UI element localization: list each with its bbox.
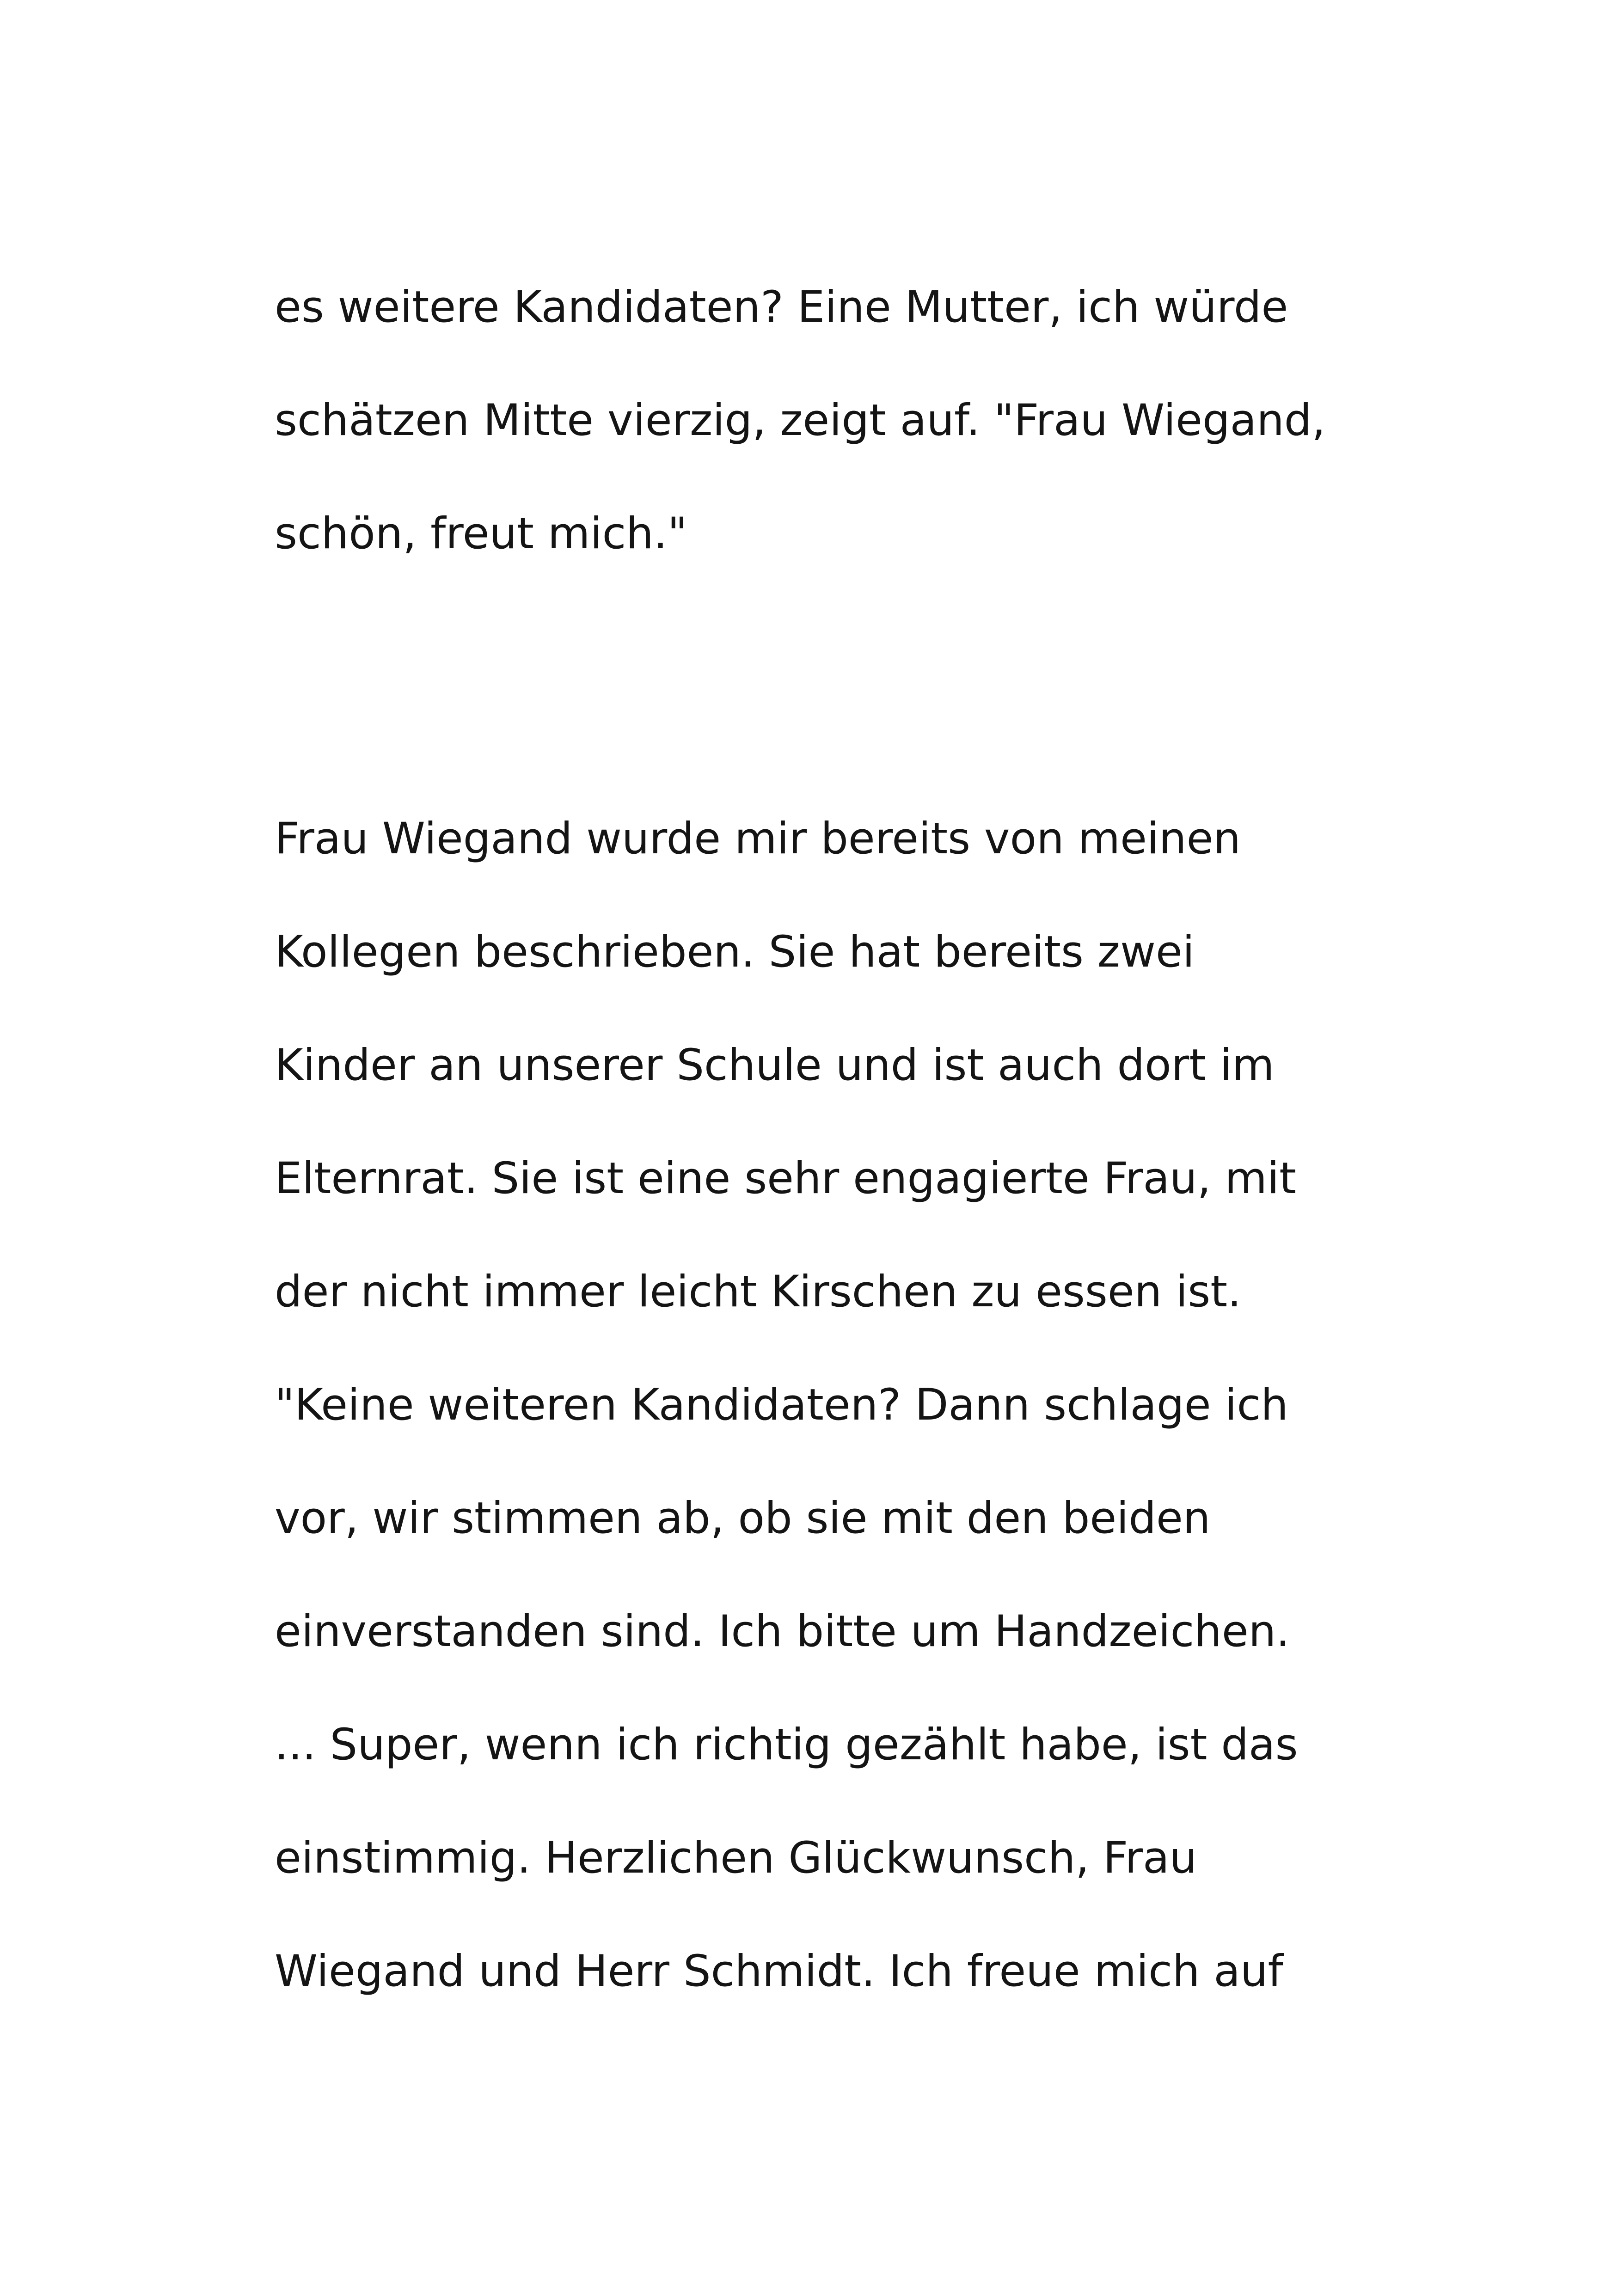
text-line: der nicht immer leicht Kirschen zu essen ist. xyxy=(275,1267,1241,1317)
text-line: "Keine weiteren Kandidaten? Dann schlage ich xyxy=(275,1380,1288,1430)
text-line: Kinder an unserer Schule und ist auch dort im xyxy=(275,1040,1275,1090)
text-line: einverstanden sind. Ich bitte um Handzeichen. xyxy=(275,1606,1290,1657)
text-line: Kollegen beschrieben. Sie hat bereits zwei xyxy=(275,927,1195,977)
text-line: Frau Wiegand wurde mir bereits von meinen xyxy=(275,814,1241,864)
text-line: vor, wir stimmen ab, ob sie mit den beiden xyxy=(275,1493,1211,1543)
text-line: Wiegand und Herr Schmidt. Ich freue mich auf xyxy=(275,1946,1283,1996)
text-line: ... Super, wenn ich richtig gezählt habe, ist das xyxy=(275,1720,1298,1770)
text-line: es weitere Kandidaten? Eine Mutter, ich würde xyxy=(275,282,1288,332)
text-line: Elternrat. Sie ist eine sehr engagierte Frau, mit xyxy=(275,1153,1296,1204)
text-line: schätzen Mitte vierzig, zeigt auf. "Frau Wiegand, xyxy=(275,395,1326,446)
text-line: einstimmig. Herzlichen Glückwunsch, Frau xyxy=(275,1833,1197,1883)
text-line: schön, freut mich." xyxy=(275,508,687,559)
